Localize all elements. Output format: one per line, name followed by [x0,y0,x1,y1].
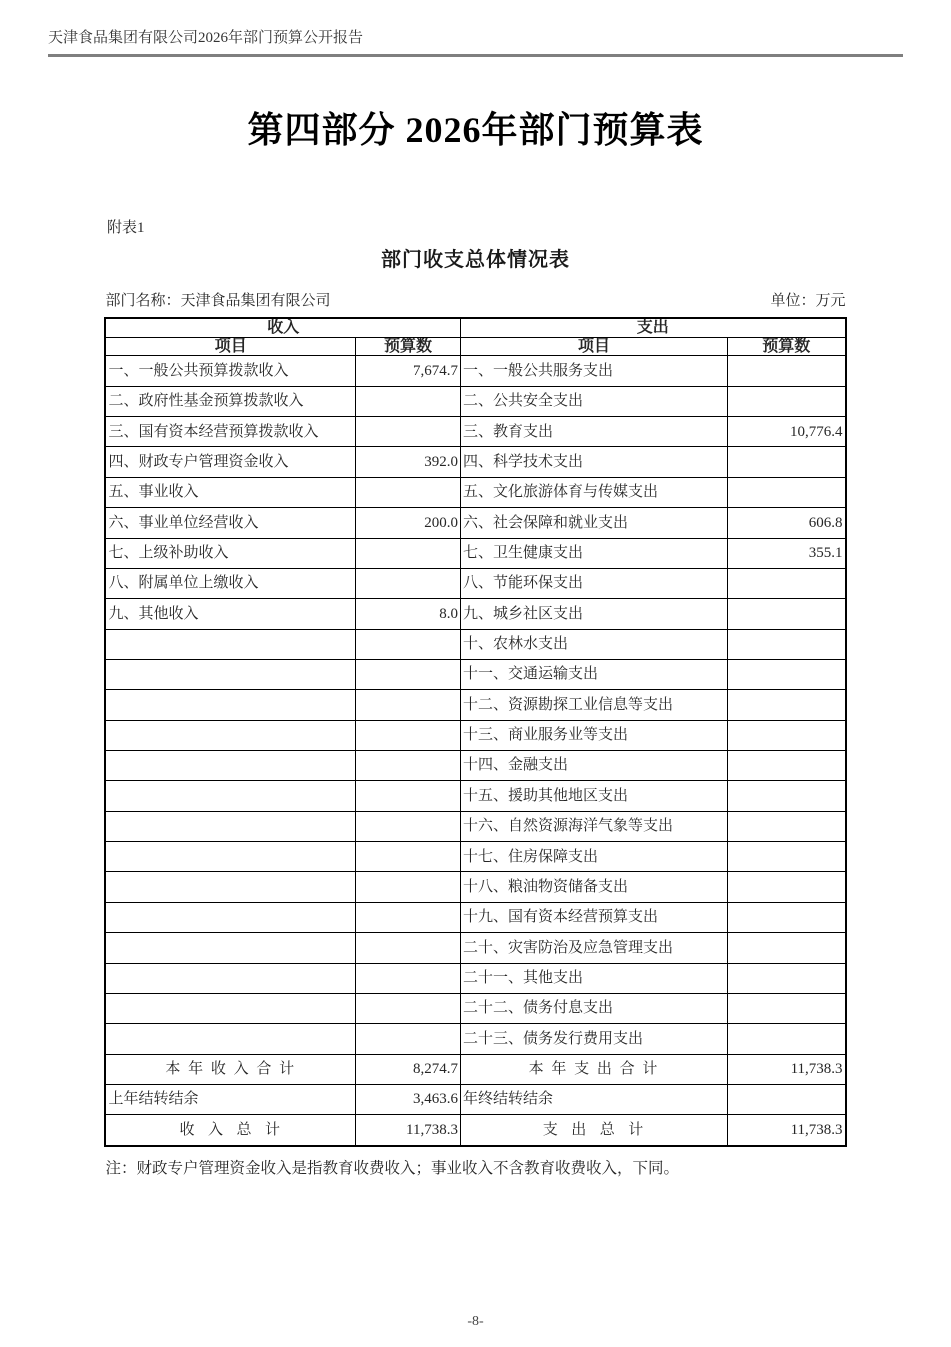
table-row [105,356,845,386]
expense-value-cell [728,811,846,841]
income-item-cell: 一、一般公共预算拨款收入 [105,356,355,386]
table-row [105,781,845,811]
footnote: 注：财政专户管理资金收入是指教育收费收入；事业收入不含教育收费收入，下同。 [105,1160,680,1178]
table-row [105,720,845,750]
expense-item-cell: 七、卫生健康支出 [461,538,728,568]
table-row [105,568,845,598]
income-item-cell: 本 年 收 入 合 计 [105,1054,355,1084]
expense-item-cell: 十一、交通运输支出 [461,659,728,689]
income-value-cell [355,720,460,750]
table-row [105,599,845,629]
income-item-cell [105,751,355,781]
income-value-cell [355,963,460,993]
table-row [105,477,845,507]
income-item-cell: 九、其他收入 [105,599,355,629]
expense-value-cell [728,1024,846,1054]
expense-value-cell: 11,738.3 [728,1115,846,1146]
income-value-cell [355,933,460,963]
income-value-cell: 11,738.3 [355,1115,460,1146]
income-value-cell [355,781,460,811]
expense-item-cell: 本 年 支 出 合 计 [461,1054,728,1084]
expense-item-cell: 十八、粮油物资储备支出 [461,872,728,902]
table-row [105,963,845,993]
income-item-cell [105,963,355,993]
expense-item-cell: 六、社会保障和就业支出 [461,508,728,538]
income-item-cell: 四、财政专户管理资金收入 [105,447,355,477]
expense-item-cell: 二十、灾害防治及应急管理支出 [461,933,728,963]
income-item-cell: 上年结转结余 [105,1085,355,1115]
expense-value-cell [728,447,846,477]
income-item-cell: 收 入 总 计 [105,1115,355,1146]
document-header-text: 天津食品集团有限公司2026年部门预算公开报告 [48,30,364,46]
expense-item-cell: 十六、自然资源海洋气象等支出 [461,811,728,841]
expense-item-cell: 二十一、其他支出 [461,963,728,993]
expense-value-cell [728,751,846,781]
table-row [105,751,845,781]
col-header-expense-item: 项目 [461,337,728,356]
expense-value-cell [728,1085,846,1115]
income-value-cell [355,1024,460,1054]
expense-item-cell: 十七、住房保障支出 [461,842,728,872]
income-item-cell: 五、事业收入 [105,477,355,507]
income-item-cell: 七、上级补助收入 [105,538,355,568]
expense-value-cell [728,963,846,993]
expense-value-cell [728,781,846,811]
income-item-cell [105,872,355,902]
income-value-cell: 3,463.6 [355,1085,460,1115]
income-value-cell [355,477,460,507]
expense-value-cell [728,842,846,872]
income-value-cell [355,902,460,932]
expense-item-cell: 十五、援助其他地区支出 [461,781,728,811]
col-header-income-budget: 预算数 [355,337,460,356]
income-item-cell [105,781,355,811]
income-value-cell [355,417,460,447]
expense-item-cell: 八、节能环保支出 [461,568,728,598]
expense-item-cell: 年终结转结余 [461,1085,728,1115]
department-name-label: 部门名称：天津食品集团有限公司 [105,293,331,310]
table-row [105,1115,845,1146]
income-value-cell [355,872,460,902]
income-value-cell: 8.0 [355,599,460,629]
income-item-cell: 二、政府性基金预算拨款收入 [105,386,355,416]
expense-value-cell [728,568,846,598]
expense-item-cell: 十、农林水支出 [461,629,728,659]
expense-item-cell: 十二、资源勘探工业信息等支出 [461,690,728,720]
appendix-label: 附表1 [107,220,145,237]
expense-value-cell: 10,776.4 [728,417,846,447]
income-value-cell [355,751,460,781]
expense-value-cell [728,993,846,1023]
expense-item-cell: 十四、金融支出 [461,751,728,781]
income-value-cell [355,690,460,720]
income-item-cell [105,1024,355,1054]
income-item-cell: 八、附属单位上缴收入 [105,568,355,598]
income-item-cell [105,811,355,841]
income-item-cell [105,659,355,689]
group-header-expense: 支出 [461,318,846,337]
table-row [105,902,845,932]
table-row [105,629,845,659]
income-item-cell [105,842,355,872]
expense-value-cell [728,629,846,659]
table-title: 部门收支总体情况表 [381,249,570,272]
income-item-cell [105,993,355,1023]
expense-item-cell: 九、城乡社区支出 [461,599,728,629]
expense-value-cell [728,720,846,750]
expense-item-cell: 三、教育支出 [461,417,728,447]
expense-value-cell [728,933,846,963]
expense-item-cell: 支 出 总 计 [461,1115,728,1146]
income-value-cell [355,538,460,568]
table-row [105,842,845,872]
expense-value-cell [728,477,846,507]
table-row [105,447,845,477]
table-row [105,417,845,447]
col-header-income-item: 项目 [105,337,355,356]
expense-value-cell [728,690,846,720]
income-value-cell: 8,274.7 [355,1054,460,1084]
unit-label: 单位：万元 [770,293,846,310]
income-value-cell [355,811,460,841]
table-meta-row [106,289,846,310]
table-row [105,690,845,720]
income-value-cell [355,568,460,598]
table-row [105,993,845,1023]
expense-item-cell: 十三、商业服务业等支出 [461,720,728,750]
income-value-cell [355,629,460,659]
table-row [105,386,845,416]
income-value-cell [355,842,460,872]
expense-value-cell [728,599,846,629]
budget-table [104,317,846,1147]
income-value-cell [355,659,460,689]
expense-item-cell: 二、公共安全支出 [461,386,728,416]
income-value-cell [355,386,460,416]
table-row [105,1085,845,1115]
expense-value-cell [728,386,846,416]
expense-item-cell: 五、文化旅游体育与传媒支出 [461,477,728,507]
column-header-row [105,337,845,356]
table-row [105,872,845,902]
expense-value-cell: 606.8 [728,508,846,538]
income-value-cell: 392.0 [355,447,460,477]
table-row [105,659,845,689]
expense-item-cell: 二十二、债务付息支出 [461,993,728,1023]
expense-value-cell [728,872,846,902]
income-value-cell [355,993,460,1023]
income-value-cell: 7,674.7 [355,356,460,386]
table-row [105,811,845,841]
table-row [105,538,845,568]
table-row [105,508,845,538]
page-title: 第四部分 2026年部门预算表 [247,110,704,150]
group-header-row [105,318,845,337]
expense-item-cell: 四、科学技术支出 [461,447,728,477]
table-row [105,1054,845,1084]
income-item-cell [105,902,355,932]
expense-value-cell: 11,738.3 [728,1054,846,1084]
income-item-cell [105,690,355,720]
table-row [105,1024,845,1054]
income-value-cell: 200.0 [355,508,460,538]
expense-item-cell: 一、一般公共服务支出 [461,356,728,386]
income-item-cell [105,933,355,963]
expense-value-cell [728,902,846,932]
budget-table-body [105,356,845,1146]
page-number: -8- [467,1314,484,1329]
income-item-cell: 六、事业单位经营收入 [105,508,355,538]
income-item-cell: 三、国有资本经营预算拨款收入 [105,417,355,447]
expense-item-cell: 二十三、债务发行费用支出 [461,1024,728,1054]
table-row [105,933,845,963]
expense-value-cell: 355.1 [728,538,846,568]
document-header [48,26,903,57]
col-header-expense-budget: 预算数 [728,337,846,356]
expense-item-cell: 十九、国有资本经营预算支出 [461,902,728,932]
expense-value-cell [728,356,846,386]
expense-value-cell [728,659,846,689]
income-item-cell [105,720,355,750]
group-header-income: 收入 [105,318,460,337]
income-item-cell [105,629,355,659]
